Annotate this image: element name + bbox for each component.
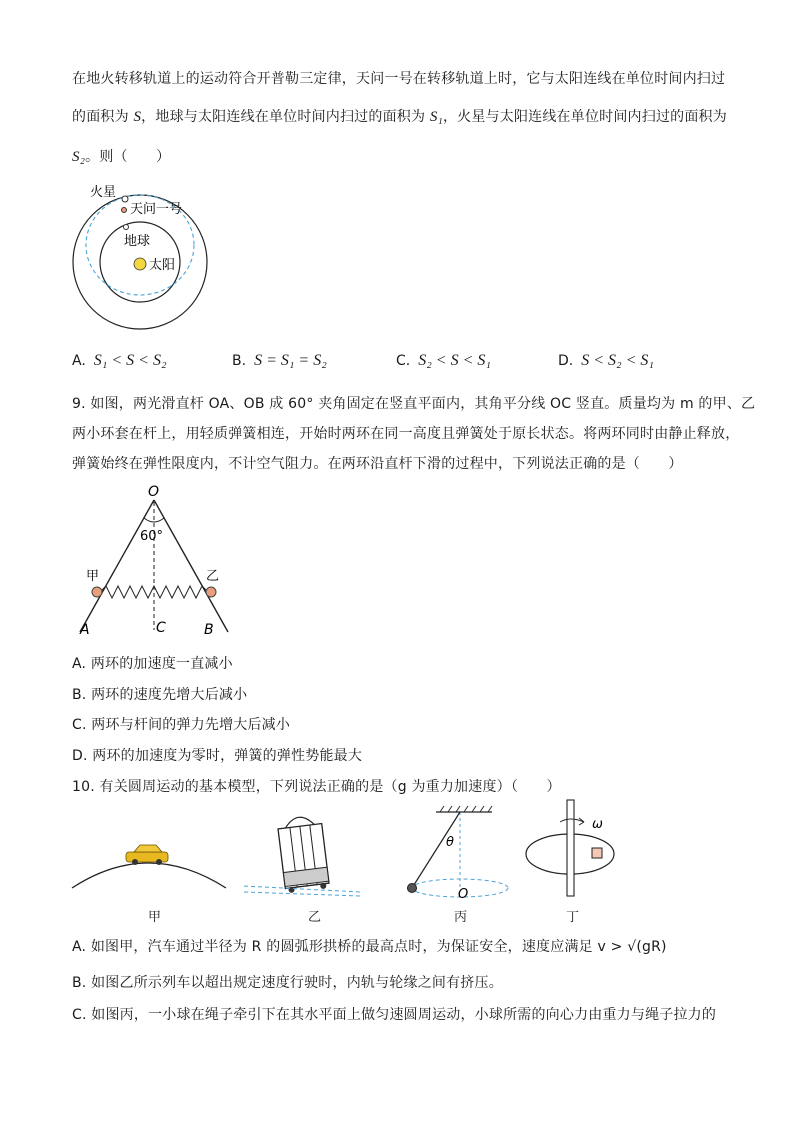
earth-marker xyxy=(124,225,129,230)
q9-option-c[interactable]: C. 两环与杆间的弹力先增大后减小 xyxy=(72,717,291,733)
earth-label: 地球 xyxy=(124,234,151,249)
q8-option-c[interactable]: C. S₂ < S < S₁ xyxy=(396,352,491,369)
q8-text-line2: 的面积为 S，地球与太阳连线在单位时间内扫过的面积为 S₁，火星与太阳连线在单位时间内扫过的面积为 xyxy=(72,109,727,125)
rod-oa xyxy=(80,500,154,632)
label-yi: 乙 xyxy=(206,569,220,584)
caption-ding: 丁 xyxy=(566,910,580,925)
sun-label: 太阳 xyxy=(149,258,176,273)
caption-bing: 丙 xyxy=(454,910,468,925)
label-jia: 甲 xyxy=(86,569,100,584)
q8-option-a[interactable]: A. S₁ < S < S₂ xyxy=(72,352,167,369)
label-b: B xyxy=(204,622,214,638)
ring-jia xyxy=(92,587,102,597)
label-c: C xyxy=(156,620,166,636)
q9-option-a[interactable]: A. 两环的加速度一直减小 xyxy=(72,656,233,672)
label-angle: 60° xyxy=(140,529,164,544)
rope xyxy=(412,812,460,888)
q10-option-a[interactable]: A. 如图甲，汽车通过半径为 R 的圆弧形拱桥的最高点时，为保证安全，速度应满足 v > √(gR) xyxy=(72,939,667,955)
fig-yi-train xyxy=(242,800,362,900)
label-theta: θ xyxy=(446,835,454,850)
q9-option-d[interactable]: D. 两环的加速度为零时，弹簧的弹性势能最大 xyxy=(72,748,363,764)
ring-yi xyxy=(206,587,216,597)
shaft xyxy=(567,800,574,896)
caption-yi: 乙 xyxy=(308,910,322,925)
q9-stem-line1: 9. 如图，两光滑直杆 OA、OB 成 60° 夹角固定在竖直平面内，其角平分线 OC 竖直。质量均为 m 的甲、乙 xyxy=(72,396,756,412)
ball xyxy=(408,884,417,893)
probe-label: 天问一号 xyxy=(130,202,183,217)
track-dash xyxy=(244,892,360,896)
sun-marker xyxy=(134,258,146,270)
caption-jia: 甲 xyxy=(148,910,162,925)
q8-option-d[interactable]: D. S < S₂ < S₁ xyxy=(558,352,654,369)
car-icon xyxy=(126,845,168,865)
q8-text-line1: 在地火转移轨道上的运动符合开普勒三定律，天问一号在转移轨道上时，它与太阳连线在单位时间内扫过 xyxy=(72,71,726,87)
q10-stem: 10. 有关圆周运动的基本模型，下列说法正确的是（g 为重力加速度）（ ） xyxy=(72,779,561,795)
fig-ding-turntable xyxy=(518,796,630,900)
mars-label: 火星 xyxy=(90,185,117,200)
q10-option-c[interactable]: C. 如图丙，一小球在绳子牵引下在其水平面上做匀速圆周运动，小球所需的向心力由重力与绳子拉力的 xyxy=(72,1007,717,1023)
q9-option-b[interactable]: B. 两环的速度先增大后减小 xyxy=(72,687,248,703)
label-o: O xyxy=(148,484,160,500)
bridge-arc xyxy=(72,863,226,888)
rod-ob xyxy=(154,500,228,632)
label-a: A xyxy=(80,622,90,638)
q10-option-b[interactable]: B. 如图乙所示列车以超出规定速度行驶时，内轨与轮缘之间有挤压。 xyxy=(72,975,503,991)
q9-stem-line3: 弹簧始终在弹性限度内，不计空气阻力。在两环沿直杆下滑的过程中，下列说法正确的是（ ） xyxy=(72,456,683,472)
label-omega: ω xyxy=(592,817,603,832)
probe-marker xyxy=(122,208,127,213)
q8-orbit-figure xyxy=(60,178,220,338)
fig-bing-pendulum xyxy=(398,804,513,904)
train-icon xyxy=(277,815,330,894)
q8-option-b[interactable]: B. S = S₁ = S₂ xyxy=(232,352,327,369)
block xyxy=(592,848,602,858)
q9-rod-figure xyxy=(70,480,240,640)
q9-stem-line2: 两小环套在杆上，用轻质弹簧相连，开始时两环在同一高度且弹簧处于原长状态。将两环同时由静止释放， xyxy=(72,426,740,442)
q8-text-line3: S₂。则（ ） xyxy=(72,149,171,165)
label-o: O xyxy=(458,887,469,902)
fig-jia-bridge xyxy=(70,840,230,895)
mars-marker xyxy=(122,196,128,202)
